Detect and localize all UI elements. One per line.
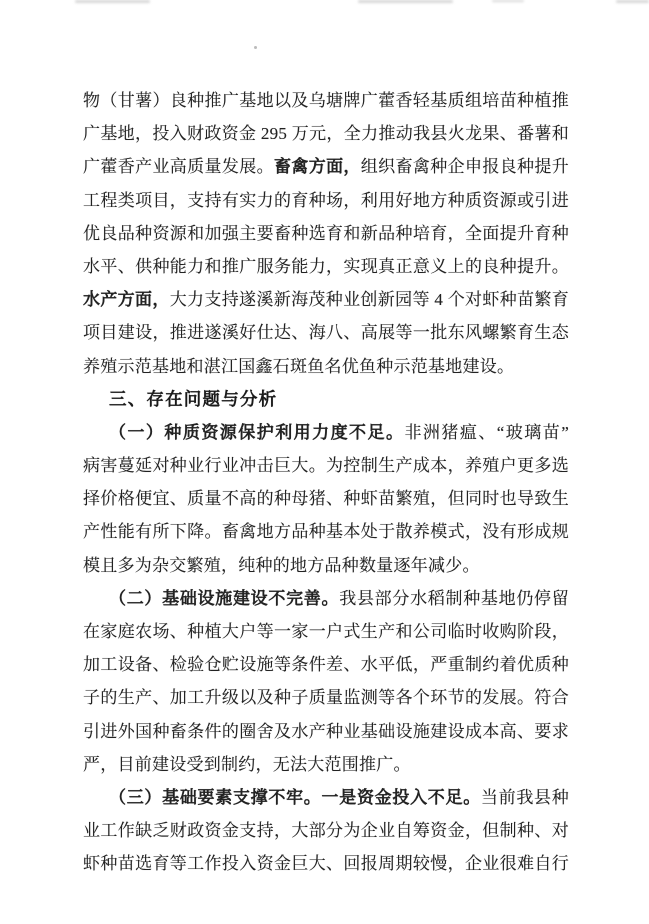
text-line — [83, 681, 569, 714]
text-line — [83, 781, 569, 814]
text-run: 业工作缺乏财政资金支持，大部分为企业自筹资金，但制种、对 — [83, 821, 569, 841]
text-run-bold: 畜禽方面， — [273, 157, 361, 177]
text-run-bold: （三）基础要素支撑不牢。一是资金投入不足。 — [109, 787, 481, 807]
document-text — [83, 84, 569, 881]
text-line — [83, 117, 569, 150]
text-run: 组织畜禽种企申报良种提升 — [360, 157, 570, 177]
text-line — [83, 350, 569, 383]
text-run: 虾种苗选育等工作投入资金巨大、回报周期较慢，企业很难自行 — [83, 854, 569, 874]
text-line — [83, 283, 569, 316]
text-run: 严，目前建设受到制约，无法大范围推广。 — [83, 754, 411, 774]
text-line — [83, 847, 569, 880]
text-run: 广藿香产业高质量发展。 — [83, 157, 274, 177]
text-run: 工程类项目，支持有实力的育种场，利用好地方种质资源或引进 — [83, 190, 569, 210]
text-run-bold: （一）种质资源保护利用力度不足。 — [109, 422, 405, 442]
text-run: 产性能有所下降。畜禽地方品种基本处于散养模式，没有形成规 — [83, 522, 569, 542]
text-run: 优良品种资源和加强主要畜种选育和新品种培育，全面提升育种 — [83, 223, 569, 243]
text-run: 加工设备、检验仓贮设施等条件差、水平低，严重制约着优质种 — [83, 655, 569, 675]
text-line — [83, 250, 569, 283]
text-line — [83, 515, 569, 548]
text-run: 模且多为杂交繁殖，纯种的地方品种数量逐年减少。 — [83, 555, 480, 575]
text-run: 我县部分水稻制种基地仍停留 — [339, 588, 570, 608]
text-run-bold: 三、存在问题与分析 — [109, 388, 278, 409]
text-line — [83, 84, 569, 117]
text-run: 病害蔓延对种业行业冲击巨大。为控制生产成本，养殖户更多选 — [83, 456, 569, 476]
text-line — [83, 615, 569, 648]
text-line — [83, 217, 569, 250]
text-line — [83, 184, 569, 217]
text-run-bold: 水产方面， — [83, 290, 170, 310]
text-run: 引进外国种畜条件的圈舍及水产种业基础设施建设成本高、要求 — [83, 721, 569, 741]
text-run: 水平、供种能力和推广服务能力，实现真正意义上的良种提升。 — [83, 256, 569, 276]
text-run: 大力支持遂溪新海茂种业创新园等 4 个对虾种苗繁育 — [169, 290, 570, 310]
text-run: 项目建设，推进遂溪好仕达、海八、高展等一批东风螺繁育生态 — [83, 323, 569, 343]
scan-artifact — [358, 0, 453, 3]
text-line — [83, 814, 569, 847]
scan-artifact — [75, 0, 150, 3]
text-run: 子的生产、加工升级以及种子质量监测等各个环节的发展。符合 — [83, 688, 569, 708]
scan-artifact — [254, 46, 257, 49]
text-run: 在家庭农场、种植大户等一家一户式生产和公司临时收购阶段， — [83, 622, 569, 641]
text-line — [83, 416, 569, 449]
scan-artifact — [492, 0, 524, 2]
text-run-bold: （二）基础设施建设不完善。 — [109, 588, 340, 608]
text-run: 当前我县种 — [480, 787, 570, 807]
text-run: 养殖示范基地和湛江国鑫石斑鱼名优鱼种示范基地建设。 — [83, 356, 515, 376]
text-run: 广基地，投入财政资金 295 万元，全力推动我县火龙果、番薯和 — [83, 124, 569, 144]
text-line — [83, 549, 569, 582]
text-line — [83, 316, 569, 349]
text-line — [83, 748, 569, 781]
text-run: 择价格便宜、质量不高的种母猪、种虾苗繁殖，但同时也导致生 — [83, 489, 569, 509]
scan-artifact — [616, 0, 649, 3]
text-line — [83, 482, 569, 515]
text-run: 非洲猪瘟、“玻璃苗” — [404, 422, 570, 442]
text-run: 物（甘薯）良种推广基地以及乌塘牌广藿香轻基质组培苗种植推 — [83, 91, 569, 110]
section-heading — [83, 383, 569, 416]
text-line — [83, 449, 569, 482]
text-line — [83, 715, 569, 748]
text-line — [83, 582, 569, 615]
text-line — [83, 648, 569, 681]
text-line — [83, 150, 569, 183]
